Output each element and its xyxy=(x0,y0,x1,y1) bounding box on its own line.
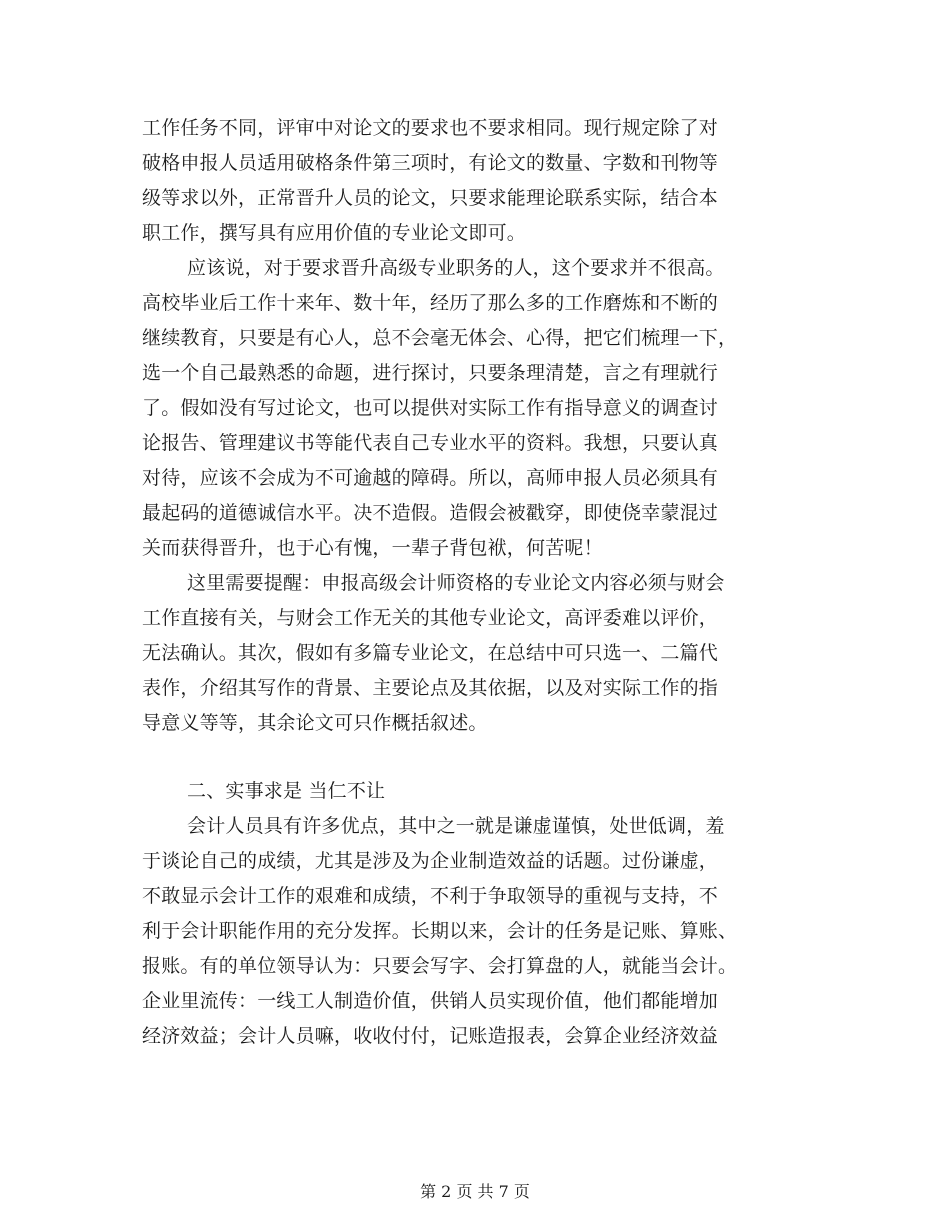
text-line: 选一个自己最熟悉的命题，进行探讨，只要条理清楚，言之有理就行 xyxy=(142,362,719,384)
text-line: 企业里流传：一线工人制造价值，供销人员实现价值，他们都能增加 xyxy=(142,990,719,1012)
section-heading: 二、实事求是 当仁不让 xyxy=(187,780,386,802)
text-line: 这里需要提醒：申报高级会计师资格的专业论文内容必须与财会 xyxy=(187,572,725,594)
text-line: 会计人员具有许多优点，其中之一就是谦虚谨慎，处世低调，羞 xyxy=(187,815,725,837)
text-line: 应该说，对于要求晋升高级专业职务的人，这个要求并不很高。 xyxy=(187,257,725,279)
text-line: 高校毕业后工作十来年、数十年，经历了那么多的工作磨炼和不断的 xyxy=(142,292,719,314)
page-number-footer: 第 2 页 共 7 页 xyxy=(420,1182,530,1201)
text-line: 级等求以外，正常晋升人员的论文，只要求能理论联系实际，结合本 xyxy=(142,187,719,209)
text-line: 工作直接有关，与财会工作无关的其他专业论文，高评委难以评价， xyxy=(142,607,719,629)
text-line: 最起码的道德诚信水平。决不造假。造假会被戳穿，即使侥幸蒙混过 xyxy=(142,502,719,524)
text-line: 不敢显示会计工作的艰难和成绩，不利于争取领导的重视与支持，不 xyxy=(142,885,719,907)
text-line: 于谈论自己的成绩，尤其是涉及为企业制造效益的话题。过份谦虚， xyxy=(142,850,719,872)
text-line: 继续教育，只要是有心人，总不会毫无体会、心得，把它们梳理一下， xyxy=(142,327,738,349)
text-line: 无法确认。其次，假如有多篇专业论文，在总结中可只选一、二篇代 xyxy=(142,642,719,664)
text-line: 导意义等等，其余论文可只作概括叙述。 xyxy=(142,712,488,734)
text-line: 了。假如没有写过论文，也可以提供对实际工作有指导意义的调查讨 xyxy=(142,397,719,419)
text-line: 论报告、管理建议书等能代表自己专业水平的资料。我想，只要认真 xyxy=(142,432,719,454)
text-line: 利于会计职能作用的充分发挥。长期以来，会计的任务是记账、算账、 xyxy=(142,920,738,942)
text-line: 关而获得晋升，也于心有愧，一辈子背包袱，何苦呢！ xyxy=(142,537,603,559)
text-line: 工作任务不同，评审中对论文的要求也不要求相同。现行规定除了对 xyxy=(142,117,719,139)
text-line: 报账。有的单位领导认为：只要会写字、会打算盘的人，就能当会计。 xyxy=(142,955,738,977)
text-line: 经济效益；会计人员嘛，收收付付，记账造报表，会算企业经济效益 xyxy=(142,1025,719,1047)
text-line: 破格申报人员适用破格条件第三项时，有论文的数量、字数和刊物等 xyxy=(142,152,719,174)
text-line: 对待，应该不会成为不可逾越的障碍。所以，高师申报人员必须具有 xyxy=(142,467,719,489)
text-line: 表作，介绍其写作的背景、主要论点及其依据，以及对实际工作的指 xyxy=(142,677,719,699)
text-line: 职工作，撰写具有应用价值的专业论文即可。 xyxy=(142,222,527,244)
